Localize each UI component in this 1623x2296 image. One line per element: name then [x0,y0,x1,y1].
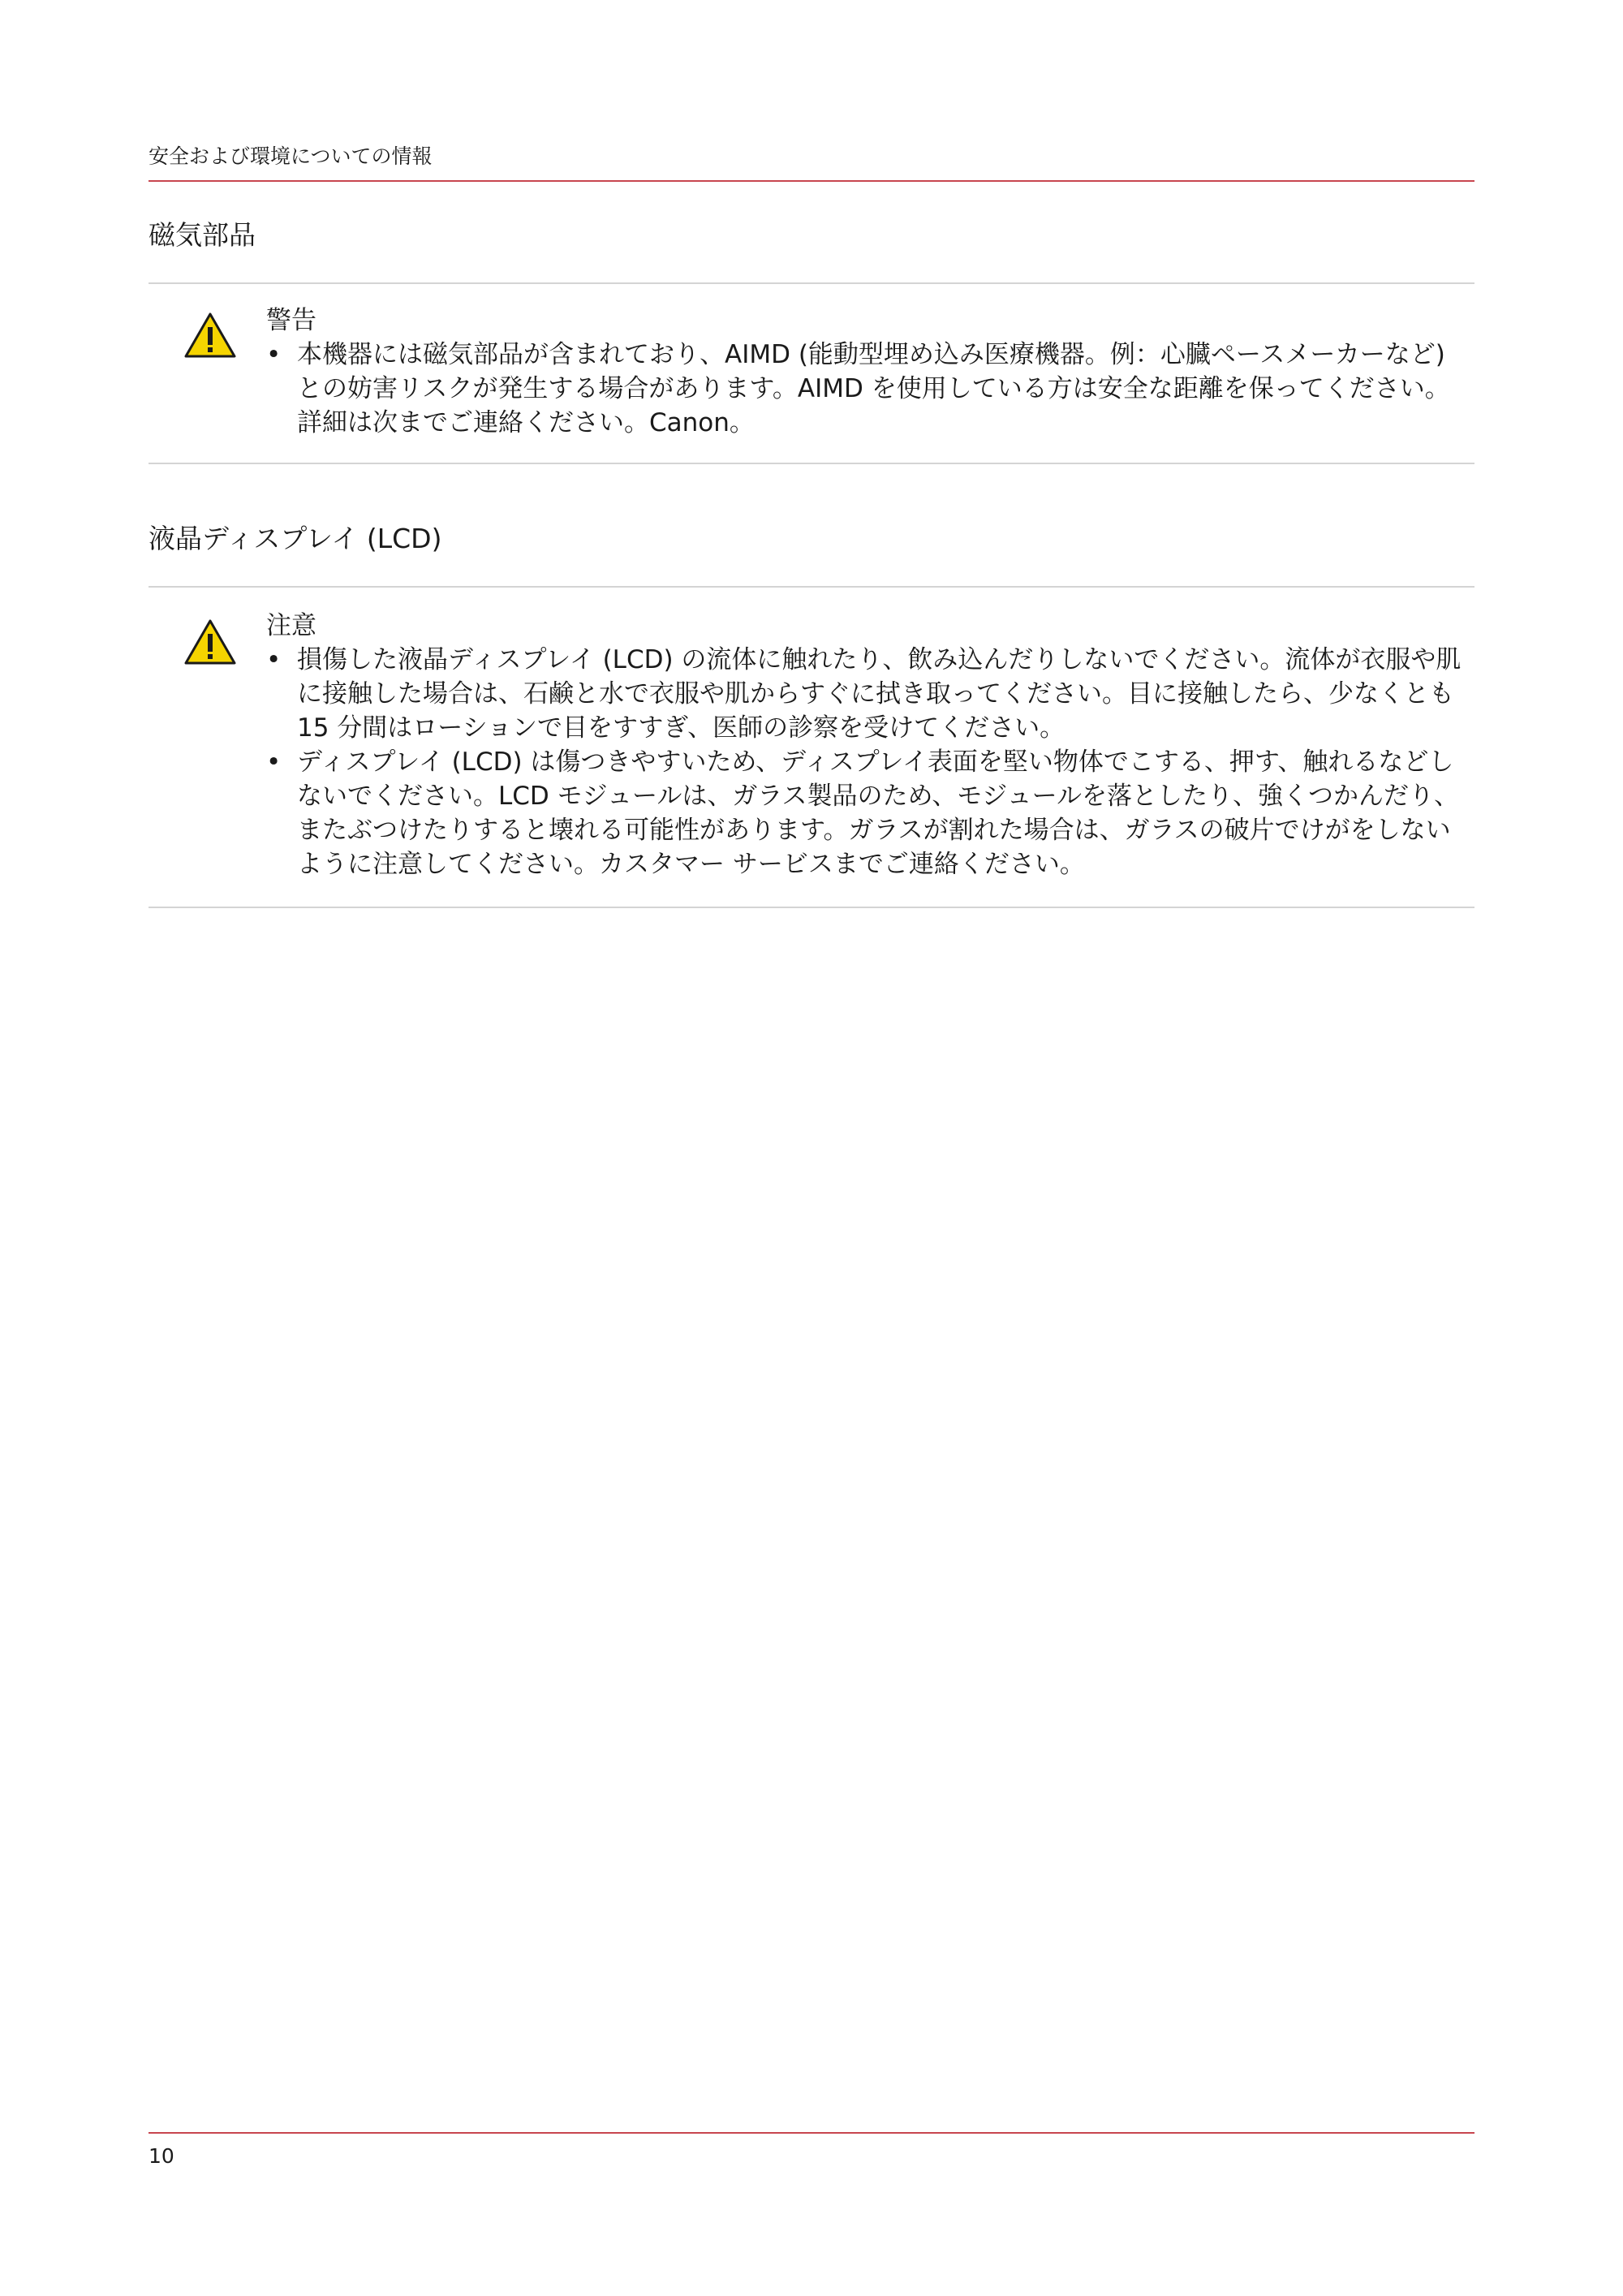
caution-notice [266,609,1474,881]
notice-list [266,643,1474,881]
page-number: 10 [149,2144,174,2168]
running-header: 安全および環境についての情報 [149,144,433,168]
notice-item: • ディスプレイ (LCD) は傷つきやすいため、ディスプレイ表面を堅い物体でこする、押す、触れるなどしないでください。LCD モジュールは、ガラス製品のため、モジュールを落としたり、強くつかんだり、またぶつけたりすると壊れる可能性があります。ガラスが割れた場合は、ガラスの破片でけがをしないように注意してください。カスタマー サービスまでご連絡ください。 [266,745,1474,881]
notice-label-caution: 注意 [266,611,316,640]
notice-label-warning: 警告 [266,306,316,335]
section-divider [149,282,1474,284]
notice-item: • 本機器には磁気部品が含まれており、AIMD (能動型埋め込み医療機器。例：心臓ペースメーカーなど) との妨害リスクが発生する場合があります。AIMD を使用している方は安全な距離を保ってください。詳細は次までご連絡ください。Canon。 [266,338,1474,440]
section-title-lcd: 液晶ディスプレイ (LCD) [149,523,442,554]
header-rule [149,180,1474,182]
section-divider [149,463,1474,464]
warning-triangle-icon [183,312,237,359]
warning-notice [266,304,1474,440]
notice-item: • 損傷した液晶ディスプレイ (LCD) の流体に触れたり、飲み込んだりしないでください。流体が衣服や肌に接触した場合は、石鹸と水で衣服や肌からすぐに拭き取ってください。目に接触したら、少なくとも 15 分間はローションで目をすすぎ、医師の診察を受けてください。 [266,643,1474,745]
warning-triangle-icon [183,618,237,666]
notice-list [266,338,1474,440]
section-divider [149,907,1474,908]
footer-rule [149,2132,1474,2134]
section-divider [149,586,1474,588]
section-title-magnetic: 磁気部品 [149,219,256,251]
